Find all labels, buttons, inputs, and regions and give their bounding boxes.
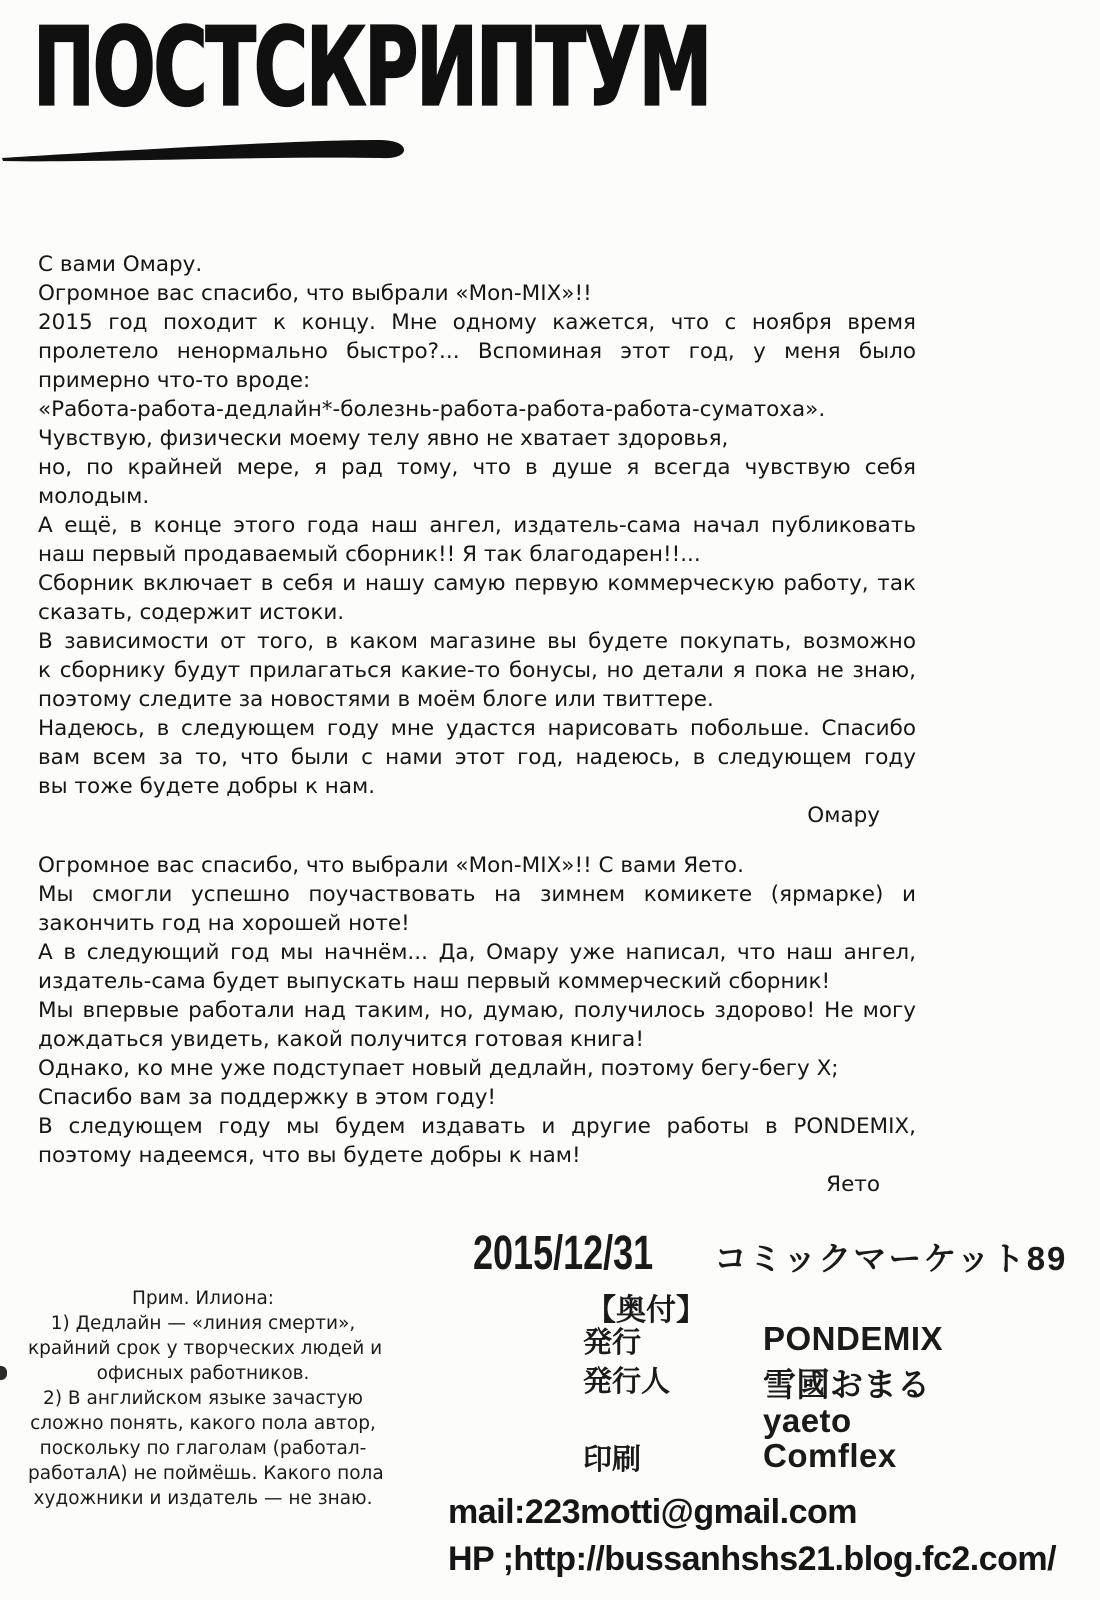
- message-line: вам всем за то, что были с нами этот год, надеюсь, в следующем году: [38, 745, 916, 770]
- message-line: Чувствую, физически моему телу явно не хватает здоровья,: [38, 426, 729, 451]
- page-title: ПОСТСКРИПТУМ: [33, 4, 711, 131]
- message-line: Мы впервые работали над таким, но, думаю, получилось здорово! Не могу: [38, 998, 916, 1023]
- message-line: С вами Омару.: [38, 252, 203, 277]
- message-line: вы тоже будете добры к нам.: [38, 774, 376, 799]
- message-line: В следующем году мы будем издавать и другие работы в PONDEMIX,: [38, 1114, 916, 1139]
- message-line: дождаться увидеть, какой получится готовая книга!: [38, 1027, 644, 1052]
- note-line: работалА) не поймёшь. Какого пола: [28, 1463, 384, 1484]
- message-line: примерно что-то вроде:: [38, 368, 311, 393]
- message-line: поэтому следите за новостями в моём блоге или твиттере.: [38, 687, 714, 712]
- message-line: закончить год на хорошей ноте!: [38, 911, 410, 936]
- colophon-value: yaeto: [763, 1402, 852, 1439]
- message-line: Огромное вас спасибо, что выбрали «Mon-MIX»!!: [38, 281, 592, 306]
- message-line: В зависимости от того, в каком магазине вы будете покупать, возможно: [38, 629, 916, 654]
- colophon-value: 雪國おまる: [763, 1366, 931, 1403]
- colophon-value: PONDEMIX: [763, 1320, 944, 1357]
- contact-mail: mail:223motti@gmail.com: [448, 1493, 857, 1531]
- colophon-label: 発行人: [583, 1366, 671, 1398]
- note-line: крайний срок у творческих людей и: [28, 1338, 383, 1359]
- message-line: «Работа-работа-дедлайн*-болезнь-работа-работа-работа-суматоха».: [38, 397, 826, 422]
- colophon-label: 発行: [583, 1327, 642, 1359]
- event-name: コミックマーケット89: [714, 1240, 1068, 1277]
- message-line: А ещё, в конце этого года наш ангел, издатель-сама начал публиковать: [38, 513, 916, 538]
- yaeto-message-block: [38, 851, 916, 1199]
- contact-homepage: HP ;http://bussanhshs21.blog.fc2.com/: [448, 1540, 1057, 1578]
- note-line: 2) В английском языке зачастую: [43, 1388, 363, 1409]
- omaru-message-block: [38, 250, 916, 830]
- omaru-signature: Омару: [807, 803, 880, 828]
- title-underline: [0, 130, 420, 168]
- message-line: 2015 год походит к концу. Мне одному кажется, что с ноября время: [38, 310, 916, 335]
- event-date: 2015/12/31: [473, 1227, 654, 1280]
- message-line: сказать, содержит истоки.: [38, 600, 345, 625]
- message-line: Огромное вас спасибо, что выбрали «Mon-MIX»!! С вами Яето.: [38, 853, 744, 878]
- colophon-label: 印刷: [583, 1444, 642, 1476]
- message-line: Мы смогли успешно поучаствовать на зимнем комикете (ярмарке) и: [38, 882, 916, 907]
- message-line: Спасибо вам за поддержку в этом году!: [38, 1085, 497, 1110]
- scan-artifact: [0, 1366, 7, 1380]
- colophon-value: Comflex: [763, 1437, 897, 1474]
- note-line: сложно понять, какого пола автор,: [30, 1413, 376, 1434]
- message-line: к сборнику будут прилагаться какие-то бонусы, но детали я пока не знаю,: [38, 658, 916, 683]
- note-line: художники и издатель — не знаю.: [33, 1488, 373, 1509]
- message-line: наш первый продаваемый сборник!! Я так благодарен!!...: [38, 542, 701, 567]
- message-line: Надеюсь, в следующем году мне удастся нарисовать побольше. Спасибо: [38, 716, 916, 741]
- note-line: поскольку по глаголам (работал-: [39, 1438, 367, 1459]
- note-line: Прим. Илиона:: [131, 1288, 275, 1309]
- message-line: но, по крайней мере, я рад тому, что в душе я всегда чувствую себя: [38, 455, 916, 480]
- message-line: поэтому надеемся, что вы будете добры к нам!: [38, 1143, 581, 1168]
- colophon-rows: [583, 1320, 1053, 1480]
- message-line: А в следующий год мы начнём... Да, Омару уже написал, что наш ангел,: [38, 940, 916, 965]
- note-line: 1) Дедлайн — «линия смерти»,: [50, 1313, 356, 1334]
- colophon-heading: 【奥付】: [586, 1294, 706, 1327]
- message-line: Однако, ко мне уже подступает новый дедлайн, поэтому бегу-бегу Х;: [38, 1056, 839, 1081]
- yaeto-signature: Яето: [826, 1172, 880, 1197]
- message-line: Сборник включает в себя и нашу самую первую коммерческую работу, так: [38, 571, 916, 596]
- message-line: издатель-сама будет выпускать наш первый коммерческий сборник!: [38, 969, 831, 994]
- note-line: офисных работников.: [96, 1363, 310, 1384]
- translator-note-block: [28, 1286, 384, 1511]
- message-line: молодым.: [38, 484, 150, 509]
- message-line: пролетело ненормально быстро?... Вспоминая этот год, у меня было: [38, 339, 916, 364]
